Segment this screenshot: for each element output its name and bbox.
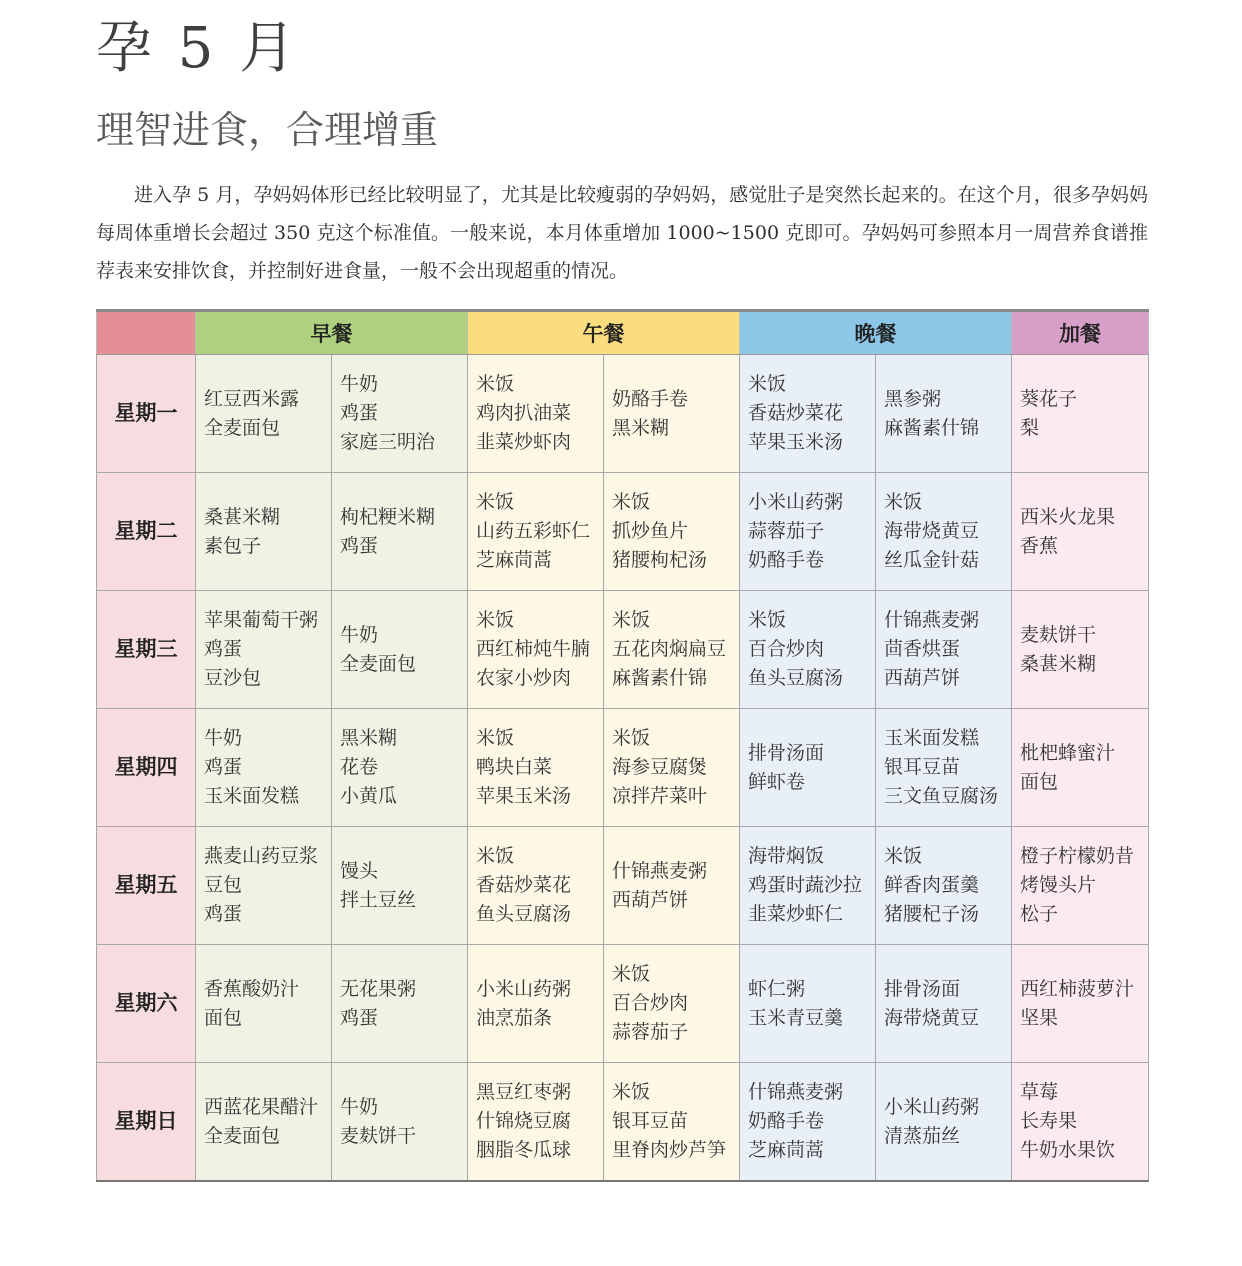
day-label: 星期日 [97,1063,196,1182]
food-item: 葵花子 [1020,387,1078,410]
meal-cell-breakfast-1 [196,945,332,1063]
intro-text: 进入孕 5 月，孕妈妈体形已经比较明显了，尤其是比较瘦弱的孕妈妈，感觉肚子是突然长起来的。在这个月，很多孕妈妈每周体重增长会超过 350 克这个标准值。一般来说，本月体重增加 1000~1500 克即可。孕妈妈可参照本月一周营养食谱推荐表来安排饮食，并控制好进食量，一般不会出现超重的情况。 [96,184,1148,282]
weekly-meal-table [96,309,1149,1182]
meal-cell-breakfast-1 [196,1063,332,1182]
food-item: 拌土豆丝 [340,888,417,911]
food-item: 全麦面包 [204,1124,281,1147]
food-item: 全麦面包 [204,416,281,439]
food-item: 丝瓜金针菇 [884,549,980,571]
meal-cell-lunch-2 [604,1063,740,1182]
meal-cell-breakfast-1 [196,591,332,709]
meal-cell-dinner-1 [740,827,876,945]
food-item: 黑参粥 [884,387,942,410]
meal-cell-dinner-2 [876,709,1012,827]
food-item: 海带烧黄豆 [884,1006,980,1029]
food-item: 鸡蛋 [204,903,243,925]
meal-cell-dinner-1 [740,945,876,1063]
food-item: 奶酪手卷 [748,549,825,571]
food-item: 鲜虾卷 [748,770,806,793]
food-item: 排骨汤面 [748,741,825,764]
food-item: 米饭 [612,491,651,513]
food-item: 面包 [1020,770,1059,793]
day-label: 星期一 [97,355,196,473]
food-item: 里脊肉炒芦笋 [612,1139,727,1161]
food-item: 米饭 [612,1081,651,1103]
food-item: 米饭 [612,727,651,749]
food-item: 面包 [204,1006,243,1029]
day-label: 星期三 [97,591,196,709]
meal-cell-dinner-1 [740,1063,876,1182]
food-item: 坚果 [1020,1006,1059,1029]
meal-cell-dinner-2 [876,1063,1012,1182]
meal-cell-dinner-1 [740,355,876,473]
food-item: 豆沙包 [204,667,262,689]
food-item: 抓炒鱼片 [612,520,689,542]
meal-cell-dinner-2 [876,827,1012,945]
food-item: 米饭 [476,373,515,395]
food-item: 猪腰枸杞汤 [612,549,708,571]
meal-cell-dinner-1 [740,473,876,591]
food-item: 鸡蛋 [340,534,379,557]
food-item: 米饭 [612,963,651,985]
food-item: 草莓 [1020,1081,1059,1103]
food-item: 蒜蓉茄子 [612,1021,689,1043]
food-item: 清蒸茄丝 [884,1124,961,1147]
meal-cell-snack [1012,473,1149,591]
header-dinner: 晚餐 [740,311,1012,355]
page-subtitle: 理智进食，合理增重 [96,108,439,152]
food-item: 米饭 [476,845,515,867]
food-item: 红豆西米露 [204,387,300,410]
food-item: 玉米面发糕 [884,727,980,749]
meal-cell-lunch-1 [468,945,604,1063]
meal-cell-breakfast-1 [196,827,332,945]
table-body [97,355,1149,1182]
food-item: 长寿果 [1020,1110,1078,1132]
food-item: 豆包 [204,874,243,896]
food-item: 烤馒头片 [1020,874,1097,896]
meal-cell-dinner-2 [876,355,1012,473]
food-item: 燕麦山药豆浆 [204,845,319,867]
food-item: 鸡蛋 [204,638,243,660]
food-item: 海参豆腐煲 [612,756,708,778]
table-row [97,827,1149,945]
meal-cell-dinner-1 [740,709,876,827]
food-item: 排骨汤面 [884,977,961,1000]
meal-cell-breakfast-2 [332,1063,468,1182]
food-item: 牛奶 [340,373,379,395]
food-item: 枇杷蜂蜜汁 [1020,741,1116,764]
meal-cell-dinner-2 [876,473,1012,591]
meal-cell-lunch-1 [468,709,604,827]
food-item: 梨 [1020,416,1040,439]
meal-cell-lunch-1 [468,827,604,945]
meal-cell-breakfast-2 [332,945,468,1063]
food-item: 山药五彩虾仁 [476,520,591,542]
food-item: 鸡蛋 [340,402,379,424]
food-item: 海带烧黄豆 [884,520,980,542]
table-row [97,591,1149,709]
header-corner [97,311,196,355]
food-item: 茴香烘蛋 [884,638,961,660]
page-title: 孕 5 月 [96,16,300,81]
day-label: 星期四 [97,709,196,827]
table-row [97,355,1149,473]
food-item: 什锦烧豆腐 [476,1110,572,1132]
food-item: 芝麻茼蒿 [476,549,553,571]
food-item: 鸡蛋 [340,1006,379,1029]
food-item: 海带焖饭 [748,845,825,867]
food-item: 银耳豆苗 [884,756,961,778]
food-item: 牛奶 [204,727,243,749]
meal-cell-dinner-2 [876,945,1012,1063]
food-item: 桑葚米糊 [204,505,281,528]
food-item: 五花肉焖扁豆 [612,638,727,660]
food-item: 虾仁粥 [748,977,806,1000]
food-item: 无花果粥 [340,977,417,1000]
food-item: 米饭 [884,845,923,867]
food-item: 枸杞粳米糊 [340,505,436,528]
food-item: 香菇炒菜花 [748,402,844,424]
meal-cell-lunch-2 [604,827,740,945]
day-label: 星期六 [97,945,196,1063]
food-item: 米饭 [748,373,787,395]
meal-cell-lunch-1 [468,1063,604,1182]
food-item: 桑葚米糊 [1020,652,1097,675]
meal-cell-snack [1012,709,1149,827]
food-item: 鲜香肉蛋羹 [884,874,980,896]
food-item: 鸡蛋 [204,756,243,778]
food-item: 馒头 [340,859,379,882]
food-item: 鸡肉扒油菜 [476,402,572,424]
food-item: 奶酪手卷 [612,387,689,410]
food-item: 西红柿菠萝汁 [1020,977,1135,1000]
food-item: 松子 [1020,903,1059,925]
meal-cell-snack [1012,355,1149,473]
food-item: 全麦面包 [340,652,417,675]
meal-cell-breakfast-1 [196,709,332,827]
food-item: 什锦燕麦粥 [884,609,980,631]
food-item: 西米火龙果 [1020,505,1116,528]
meal-cell-lunch-2 [604,945,740,1063]
food-item: 苹果玉米汤 [748,431,844,453]
food-item: 三文鱼豆腐汤 [884,785,999,807]
meal-cell-lunch-1 [468,473,604,591]
food-item: 油烹茄条 [476,1006,553,1029]
food-item: 牛奶水果饮 [1020,1139,1116,1161]
meal-cell-breakfast-2 [332,827,468,945]
food-item: 麦麸饼干 [340,1124,417,1147]
meal-cell-dinner-1 [740,591,876,709]
meal-cell-snack [1012,591,1149,709]
meal-cell-breakfast-2 [332,591,468,709]
food-item: 猪腰杞子汤 [884,903,980,925]
meal-cell-lunch-1 [468,591,604,709]
food-item: 香菇炒菜花 [476,874,572,896]
meal-cell-breakfast-2 [332,355,468,473]
day-label: 星期二 [97,473,196,591]
food-item: 玉米青豆羹 [748,1006,844,1029]
food-item: 米饭 [476,609,515,631]
food-item: 苹果葡萄干粥 [204,609,319,631]
food-item: 橙子柠檬奶昔 [1020,845,1135,867]
food-item: 西葫芦饼 [884,667,961,689]
food-item: 素包子 [204,534,262,557]
food-item: 西红柿炖牛腩 [476,638,591,660]
food-item: 农家小炒肉 [476,667,572,689]
food-item: 韭菜炒虾仁 [748,903,844,925]
food-item: 香蕉 [1020,534,1059,557]
table-row [97,709,1149,827]
meal-cell-lunch-2 [604,355,740,473]
table-row [97,1063,1149,1182]
header-breakfast: 早餐 [196,311,468,355]
header-snack: 加餐 [1012,311,1149,355]
day-label: 星期五 [97,827,196,945]
meal-cell-lunch-2 [604,473,740,591]
food-item: 奶酪手卷 [748,1110,825,1132]
meal-cell-lunch-2 [604,709,740,827]
food-item: 鸭块白菜 [476,756,553,778]
meal-cell-lunch-2 [604,591,740,709]
food-item: 鸡蛋时蔬沙拉 [748,874,863,896]
food-item: 西蓝花果醋汁 [204,1095,319,1118]
header-lunch: 午餐 [468,311,740,355]
food-item: 西葫芦饼 [612,888,689,911]
food-item: 米饭 [884,491,923,513]
food-item: 苹果玉米汤 [476,785,572,807]
food-item: 什锦燕麦粥 [612,859,708,882]
meal-cell-lunch-1 [468,355,604,473]
food-item: 蒜蓉茄子 [748,520,825,542]
food-item: 米饭 [476,491,515,513]
food-item: 黑豆红枣粥 [476,1081,572,1103]
food-item: 黑米糊 [340,727,398,749]
food-item: 米饭 [612,609,651,631]
food-item: 麻酱素什锦 [612,667,708,689]
food-item: 黑米糊 [612,416,670,439]
meal-cell-breakfast-2 [332,473,468,591]
food-item: 什锦燕麦粥 [748,1081,844,1103]
intro-paragraph [96,176,1148,290]
table-row [97,945,1149,1063]
meal-cell-breakfast-1 [196,355,332,473]
meal-cell-breakfast-2 [332,709,468,827]
food-item: 芝麻茼蒿 [748,1139,825,1161]
food-item: 凉拌芹菜叶 [612,785,708,807]
food-item: 小黄瓜 [340,785,398,807]
meal-cell-snack [1012,1063,1149,1182]
food-item: 鱼头豆腐汤 [476,903,572,925]
food-item: 家庭三明治 [340,431,436,453]
food-item: 米饭 [476,727,515,749]
meal-cell-dinner-2 [876,591,1012,709]
food-item: 麻酱素什锦 [884,416,980,439]
food-item: 花卷 [340,756,379,778]
food-item: 百合炒肉 [748,638,825,660]
food-item: 百合炒肉 [612,992,689,1014]
food-item: 麦麸饼干 [1020,623,1097,646]
table-header-row [97,311,1149,355]
food-item: 米饭 [748,609,787,631]
food-item: 鱼头豆腐汤 [748,667,844,689]
meal-cell-snack [1012,945,1149,1063]
food-item: 小米山药粥 [884,1095,980,1118]
table-row [97,473,1149,591]
food-item: 韭菜炒虾肉 [476,431,572,453]
meal-cell-breakfast-1 [196,473,332,591]
food-item: 牛奶 [340,1095,379,1118]
food-item: 玉米面发糕 [204,785,300,807]
food-item: 小米山药粥 [748,491,844,513]
food-item: 胭脂冬瓜球 [476,1139,572,1161]
food-item: 牛奶 [340,623,379,646]
food-item: 香蕉酸奶汁 [204,977,300,1000]
meal-cell-snack [1012,827,1149,945]
food-item: 小米山药粥 [476,977,572,1000]
food-item: 银耳豆苗 [612,1110,689,1132]
